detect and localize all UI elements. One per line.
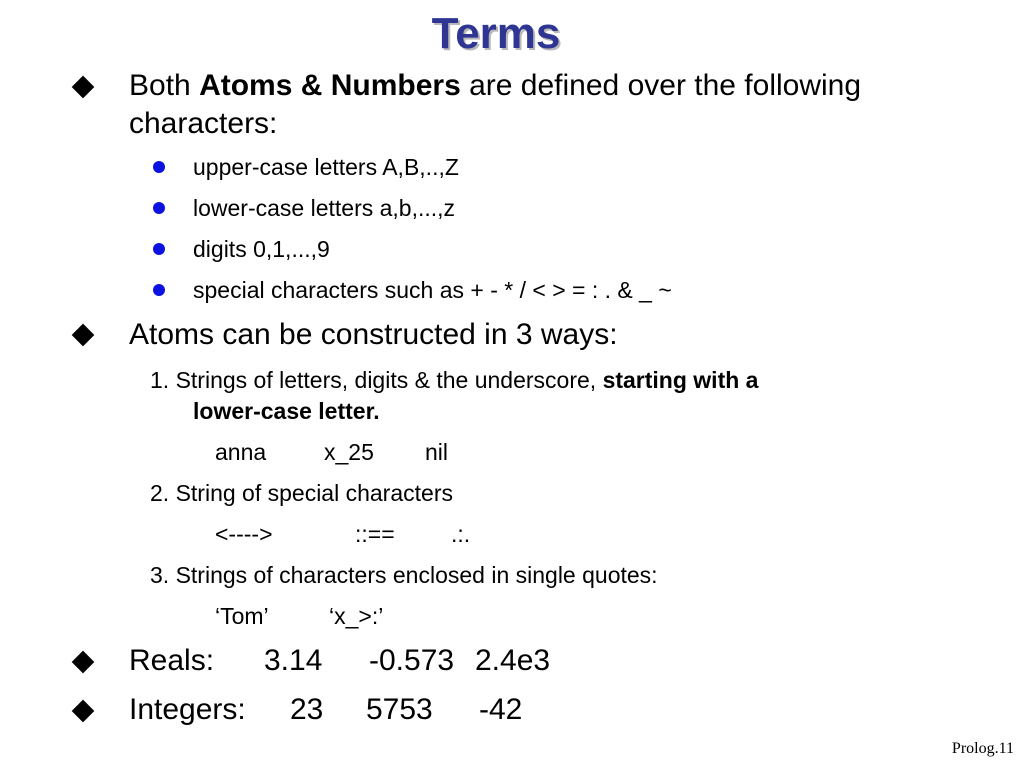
- bullet-1-line-1: Both Atoms & Numbers are defined over the following: [129, 69, 862, 102]
- sub-item-special: special characters such as + - * / < > = : . & _ ~: [193, 277, 672, 303]
- circle-bullet-icon: [153, 284, 165, 296]
- diamond-bullet-icon: [72, 700, 95, 723]
- bullet-1-line-2: characters:: [129, 107, 278, 140]
- reals-label: Reals:: [129, 644, 215, 677]
- way-3-text: 3. Strings of characters enclosed in single quotes:: [150, 562, 658, 588]
- way-2-example-coloneq: ::==: [355, 521, 395, 547]
- circle-bullet-icon: [153, 161, 165, 173]
- integers-value: 5753: [366, 693, 433, 726]
- diamond-bullet-icon: [72, 324, 95, 347]
- way-3-example-x: ‘x_>:’: [329, 603, 384, 629]
- integers-label: Integers:: [129, 693, 246, 726]
- way-2-example-dots: .:.: [451, 521, 471, 547]
- sub-item-uppercase: upper-case letters A,B,..,Z: [193, 154, 459, 180]
- way-1-example-x25: x_25: [324, 439, 374, 465]
- slide-footer: Prolog.11: [951, 740, 1014, 757]
- way-3-example-tom: ‘Tom’: [215, 603, 269, 629]
- integers-value: 23: [290, 693, 324, 726]
- bullet-1-bold: Atoms & Numbers: [199, 69, 461, 102]
- way-1-line-1: 1. Strings of letters, digits & the underscore, starting with a: [150, 367, 759, 393]
- way-1-example-anna: anna: [215, 439, 267, 465]
- circle-bullet-icon: [153, 202, 165, 214]
- diamond-bullet-icon: [72, 651, 95, 674]
- way-2-text: 2. String of special characters: [150, 480, 453, 506]
- reals-value: 2.4e3: [475, 644, 551, 677]
- way-1-example-nil: nil: [425, 439, 449, 465]
- way-1-line-2: lower-case letter.: [193, 398, 380, 424]
- sub-item-digits: digits 0,1,...,9: [193, 236, 330, 262]
- sub-item-lowercase: lower-case letters a,b,...,z: [193, 195, 456, 221]
- slide-title: Terms: [431, 9, 561, 58]
- circle-bullet-icon: [153, 243, 165, 255]
- reals-value: -0.573: [369, 644, 455, 677]
- way-2-example-arrow: <---->: [215, 521, 273, 547]
- integers-value: -42: [479, 693, 523, 726]
- bullet-2-text: Atoms can be constructed in 3 ways:: [129, 318, 618, 351]
- diamond-bullet-icon: [72, 76, 95, 99]
- reals-value: 3.14: [264, 644, 323, 677]
